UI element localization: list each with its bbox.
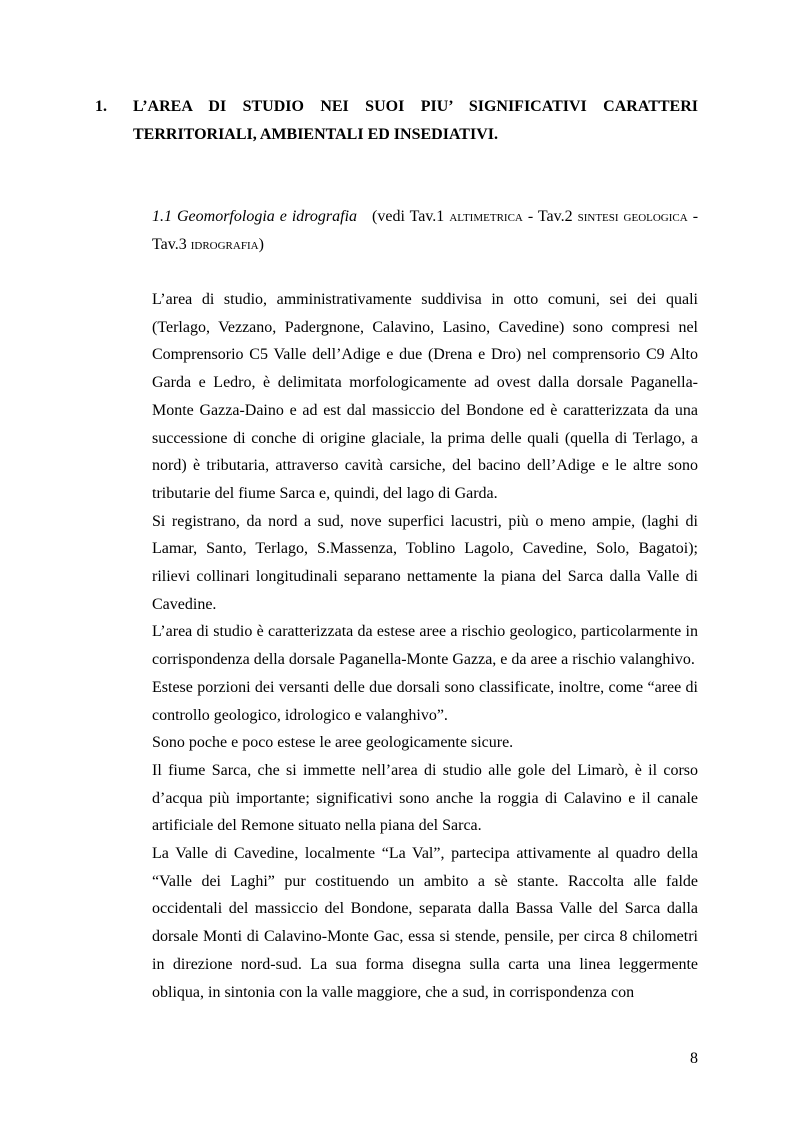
section-ref-close: ) xyxy=(258,236,264,253)
paragraph: L’area di studio è caratterizzata da estese aree a rischio geologico, particolarmente in corrispondenza della dorsale Paganella-Monte Gazza, e da aree a rischio valanghivo. xyxy=(152,623,698,669)
paragraph: Estese porzioni dei versanti delle due dorsali sono classificate, inoltre, come “aree di controllo geologico, idrologico e valanghivo”. xyxy=(152,678,698,724)
section-ref-tav2: sintesi geologica xyxy=(577,208,688,225)
section-title: 1.1 Geomorfologia e idrografia xyxy=(152,208,358,225)
page-number: 8 xyxy=(690,1050,698,1067)
section-ref-tav1: altimetrica xyxy=(449,208,523,225)
chapter-title: L’AREA DI STUDIO NEI SUOI PIU’ SIGNIFICATIVI CARATTERI TERRITORIALI, AMBIENTALI ED INSEDIATIVI. xyxy=(133,98,698,143)
section-ref-sep1: - Tav.2 xyxy=(522,208,573,225)
section-ref-sep2: - Tav.3 xyxy=(152,208,699,253)
section-ref-open: (vedi Tav.1 xyxy=(372,208,445,225)
paragraph: Si registrano, da nord a sud, nove superfici lacustri, più o meno ampie, (laghi di Lamar, Santo, Terlago, S.Massenza, Toblino Lagolo, Cavedine, Solo, Bagatoi); rilievi collinari longitudinali separano nettamente la piana del Sarca dalla Valle di Cavedine. xyxy=(152,512,698,613)
paragraph: L’area di studio, amministrativamente suddivisa in otto comuni, sei dei quali (Terlago, Vezzano, Padergnone, Calavino, Lasino, Cavedine) sono compresi nel Comprensorio C5 Valle dell’Adige e due (Drena e Dro) nel comprensorio C9 Alto Garda e Ledro, è delimitata morfologicamente ad ovest dalla dorsale Paganella-Monte Gazza-Daino e ad est dal massiccio del Bondone ed è caratterizzata da una successione di conche di origine glaciale, la prima delle quali (quella di Terlago, a nord) è tributaria, attraverso cavità carsiche, del bacino dell’Adige e le altre sono tributarie del fiume Sarca e, quindi, del lago di Garda. xyxy=(152,291,698,502)
section-heading xyxy=(152,203,698,259)
body-text xyxy=(152,286,698,1006)
section-ref-tav3: idrografia xyxy=(190,236,259,253)
chapter-number: 1. xyxy=(95,98,107,115)
paragraph: La Valle di Cavedine, localmente “La Val”, partecipa attivamente al quadro della “Valle dei Laghi” pur costituendo un ambito a sè stante. Raccolta alle falde occidentali del massiccio del Bondone, separata dalla Bassa Valle del Sarca dalla dorsale Monti di Calavino-Monte Gac, essa si stende, pensile, per circa 8 chilometri in direzione nord-sud. La sua forma disegna sulla carta una linea leggermente obliqua, in sintonia con la valle maggiore, che a sud, in corrispondenza con xyxy=(152,845,698,1001)
paragraph: Sono poche e poco estese le aree geologicamente sicure. xyxy=(152,734,514,752)
paragraph: Il fiume Sarca, che si immette nell’area di studio alle gole del Limarò, è il corso d’acqua più importante; significativi sono anche la roggia di Calavino e il canale artificiale del Remone situato nella piana del Sarca. xyxy=(152,761,698,835)
